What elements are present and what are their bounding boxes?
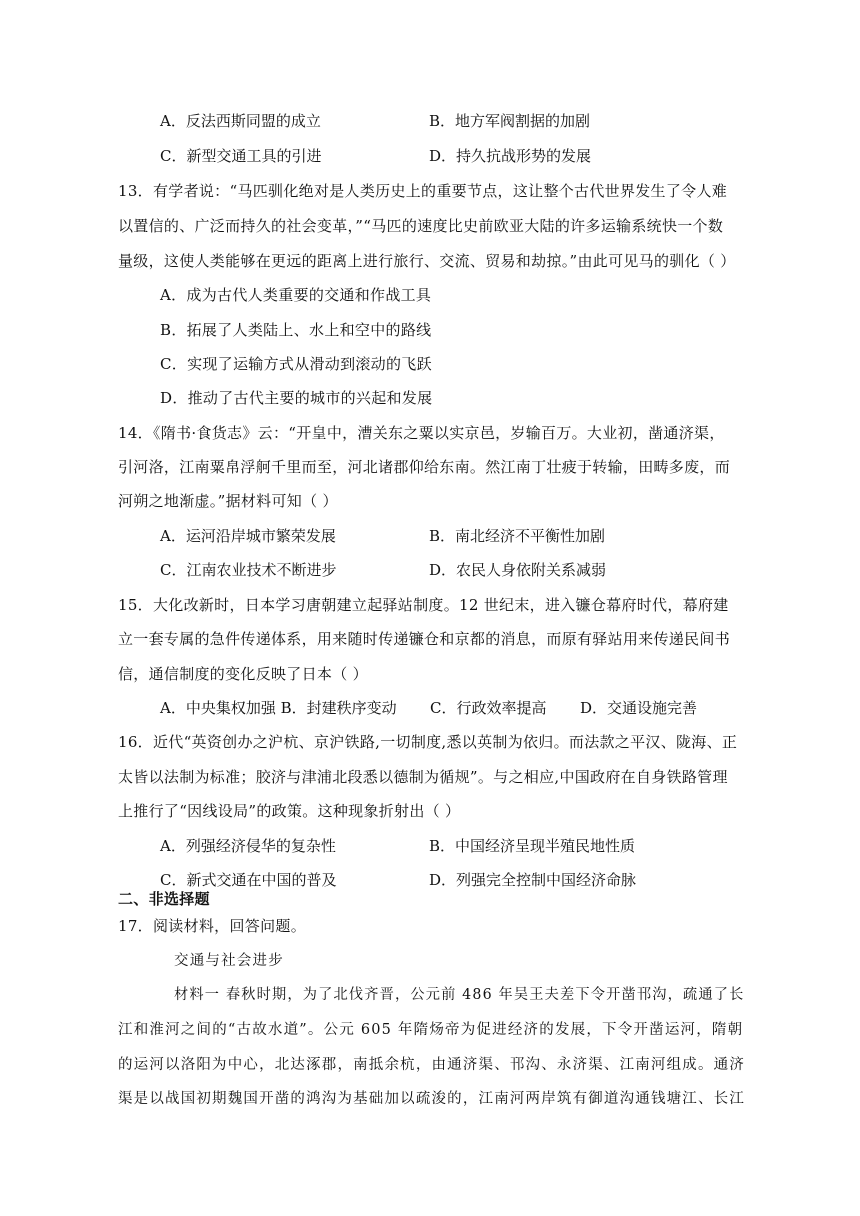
q17-material1-line1: 材料一 春秋时期，为了北伐齐晋，公元前 486 年吴王夫差下令开凿邗沟，疏通了长 bbox=[174, 987, 745, 1003]
q13-option-b: B．拓展了人类陆上、水上和空中的路线 bbox=[160, 321, 432, 339]
q14-option-d: D．农民人身依附关系减弱 bbox=[429, 561, 607, 579]
q14-option-c: C．江南农业技术不断进步 bbox=[160, 561, 337, 579]
q14-stem-line3: 河朔之地渐虚。”据材料可知（ ） bbox=[118, 492, 338, 510]
q15-option-c: C．行政效率提高 bbox=[430, 699, 547, 717]
q13-option-c: C．实现了运输方式从滑动到滚动的飞跃 bbox=[160, 355, 432, 373]
q16-option-c: C．新式交通在中国的普及 bbox=[160, 871, 337, 889]
q15-stem-line3: 信，通信制度的变化反映了日本（ ） bbox=[118, 665, 368, 683]
q13-stem-line1: 13．有学者说：“马匹驯化绝对是人类历史上的重要节点，这让整个古代世界发生了令人难 bbox=[118, 182, 728, 200]
section-heading-non-choice: 二、非选择题 bbox=[118, 890, 210, 908]
q14-stem-line1: 14．《隋书·食货志》云：“开皇中，漕关东之粟以实京邑，岁输百万。大业初，凿通济渠， bbox=[118, 424, 725, 442]
q13-option-a: A．成为古代人类重要的交通和作战工具 bbox=[160, 286, 432, 304]
q13-stem-line3: 量级，这使人类能够在更远的距离上进行旅行、交流、贸易和劫掠。”由此可见马的驯化（ ） bbox=[118, 252, 736, 270]
q14-option-a: A．运河沿岸城市繁荣发展 bbox=[160, 527, 336, 545]
q16-option-d: D．列强完全控制中国经济命脉 bbox=[429, 871, 637, 889]
q15-stem-line2: 立一套专属的急件传递体系，用来随时传递镰仓和京都的消息，而原有驿站用来传递民间书 bbox=[118, 630, 731, 648]
q17-intro: 17．阅读材料，回答问题。 bbox=[118, 917, 306, 935]
q17-material-title: 交通与社会进步 bbox=[174, 953, 284, 969]
q16-stem-line1: 16．近代“英资创办之沪杭、京沪铁路,一切制度,悉以英制为依归。而法款之平汉、陇海、正 bbox=[118, 733, 738, 751]
q12-option-c: C．新型交通工具的引进 bbox=[160, 147, 322, 165]
q17-material1-line2: 江和淮河之间的“古故水道”。公元 605 年隋炀帝为促进经济的发展，下令开凿运河，隋朝 bbox=[118, 1022, 744, 1038]
q15-stem-line1: 15．大化改新时，日本学习唐朝建立起驿站制度。12 世纪末，进入镰仓幕府时代，幕府建 bbox=[118, 596, 729, 614]
q13-option-d: D．推动了古代主要的城市的兴起和发展 bbox=[160, 389, 433, 407]
q14-option-b: B．南北经济不平衡性加剧 bbox=[429, 527, 606, 545]
q15-option-ab: A．中央集权加强 B．封建秩序变动 bbox=[160, 699, 397, 717]
q12-option-b: B．地方军阀割据的加剧 bbox=[429, 112, 591, 130]
q12-option-d: D．持久抗战形势的发展 bbox=[429, 147, 592, 165]
q15-option-d: D．交通设施完善 bbox=[580, 699, 698, 717]
q16-option-a: A．列强经济侵华的复杂性 bbox=[160, 837, 336, 855]
q16-option-b: B．中国经济呈现半殖民地性质 bbox=[429, 837, 636, 855]
q14-stem-line2: 引河洛，江南粟帛浮舸千里而至，河北诸郡仰给东南。然江南丁壮疲于转输，田畴多废，而 bbox=[118, 458, 731, 476]
q13-stem-line2: 以置信的、广泛而持久的社会变革，”“马匹的速度比史前欧亚大陆的许多运输系统快一个数 bbox=[118, 217, 724, 235]
q17-material1-line3: 的运河以洛阳为中心，北达涿郡，南抵余杭，由通济渠、邗沟、永济渠、江南河组成。通济 bbox=[118, 1057, 745, 1073]
q17-material1-line4: 渠是以战国初期魏国开凿的鸿沟为基础加以疏浚的，江南河两岸筑有御道沟通钱塘江、长江 bbox=[118, 1091, 745, 1107]
q12-option-a: A．反法西斯同盟的成立 bbox=[160, 112, 321, 130]
q16-stem-line3: 上推行了“因线设局”的政策。这种现象折射出（ ） bbox=[118, 802, 461, 820]
q16-stem-line2: 太皆以法制为标准；胶济与津浦北段悉以德制为循规”。与之相应,中国政府在自身铁路管理 bbox=[118, 768, 728, 786]
